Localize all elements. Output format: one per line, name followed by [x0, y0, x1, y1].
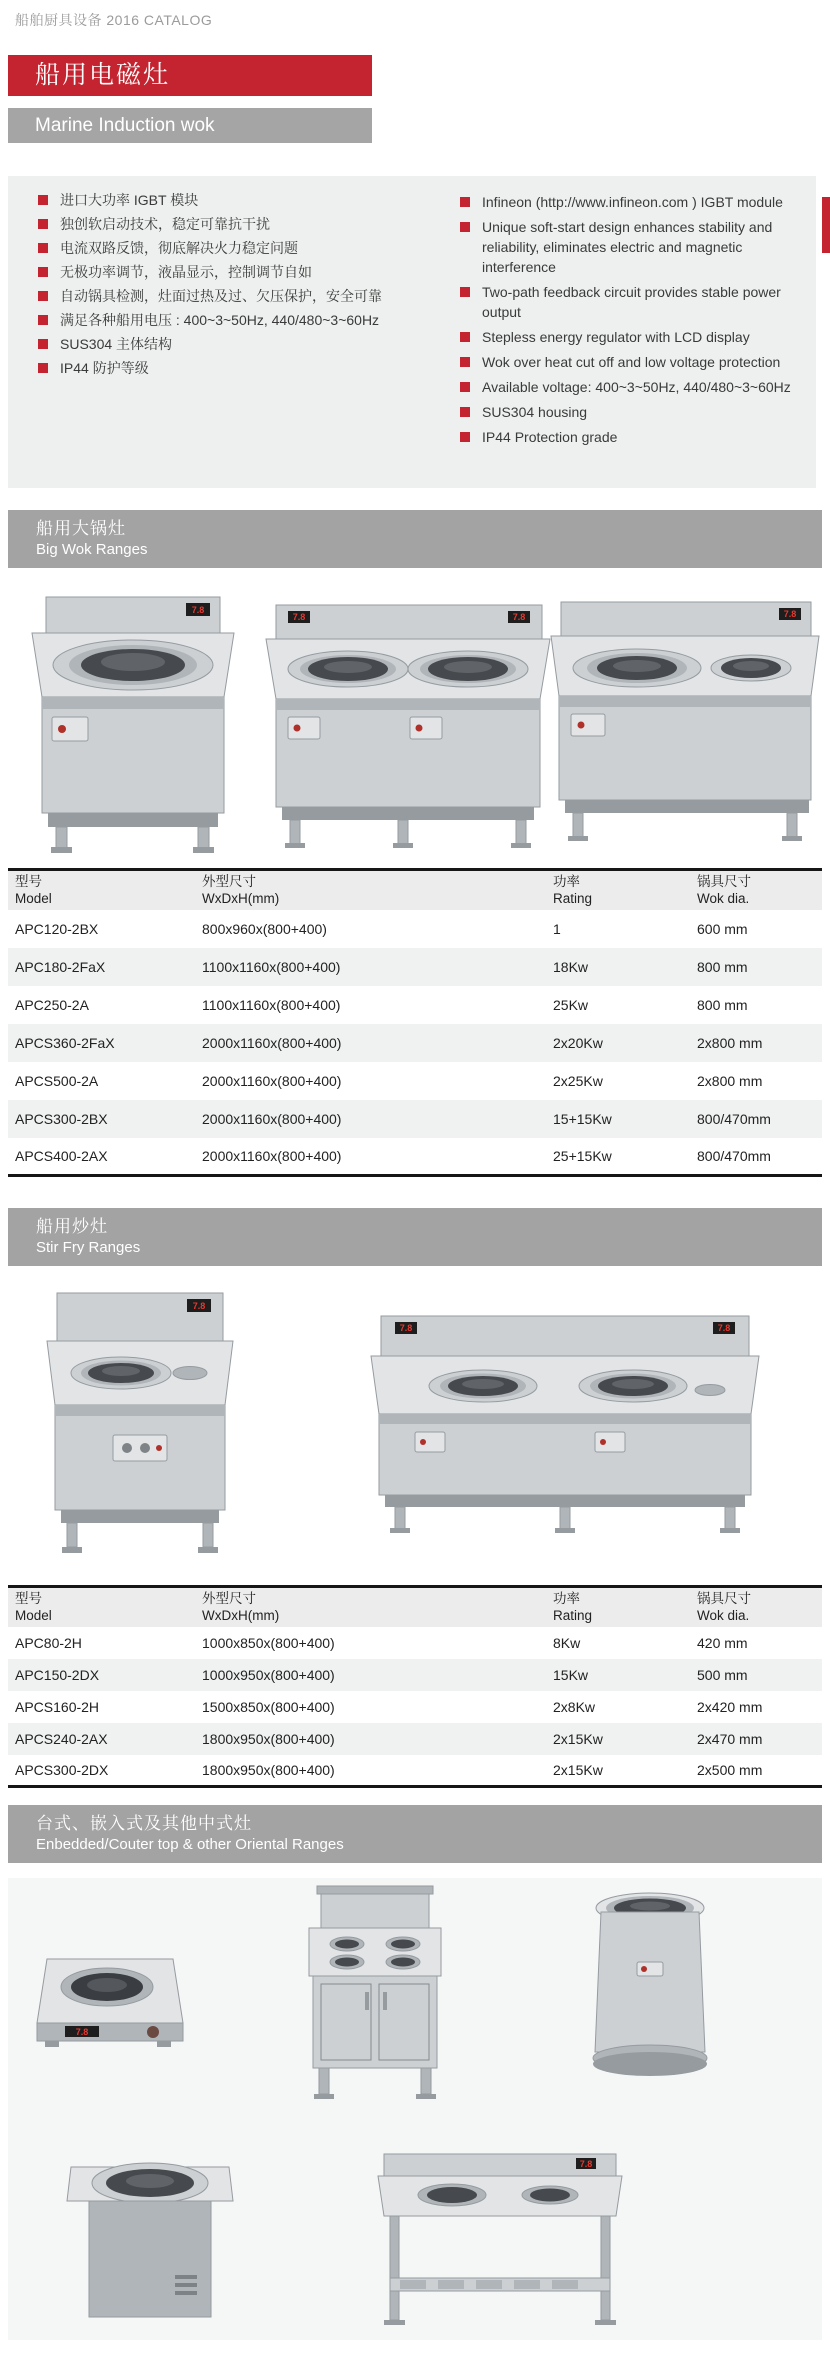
- cell: 2000x1160x(800+400): [202, 1034, 342, 1051]
- product-subtitle-text: Marine Induction wok: [35, 115, 215, 136]
- product-title-bar: [8, 55, 372, 96]
- feature-text: IP44 防护等级: [60, 360, 149, 376]
- feature-text: Available voltage: 400~3~50Hz, 440/480~3~60Hz: [482, 379, 791, 395]
- feature-text: Two-path feedback circuit provides stable power output: [482, 284, 781, 320]
- section-title-en: Big Wok Ranges: [36, 541, 148, 558]
- cell: 800/470mm: [697, 1147, 771, 1164]
- table-row: [8, 910, 822, 948]
- cell: 15+15Kw: [553, 1110, 612, 1127]
- cell: 1800x950x(800+400): [202, 1761, 335, 1778]
- feature-item: [38, 216, 448, 232]
- cell: 2x800 mm: [697, 1034, 763, 1051]
- features-list-zh: [38, 192, 448, 384]
- feature-item: [38, 264, 448, 280]
- feature-item: [38, 336, 448, 352]
- cell: APCS500-2A: [15, 1072, 99, 1089]
- cell: 2x15Kw: [553, 1761, 603, 1778]
- cell: 18Kw: [553, 958, 589, 975]
- cell: APCS240-2AX: [15, 1730, 108, 1747]
- cell: 1000x950x(800+400): [202, 1666, 335, 1683]
- table-row: [8, 1138, 822, 1176]
- cell: 2x15Kw: [553, 1730, 603, 1747]
- product-photo-four-hob-oriental-range: [295, 1882, 455, 2112]
- cell: APC180-2FaX: [15, 958, 106, 975]
- svg-text:7.8: 7.8: [292, 612, 306, 622]
- feature-item: [460, 327, 808, 347]
- cell: 600 mm: [697, 920, 748, 937]
- product-photo-bench-double-hob-range: [370, 2150, 630, 2340]
- section-title-zh: 台式、嵌入式及其他中式灶: [36, 1814, 252, 1833]
- feature-item: [460, 352, 808, 372]
- cell: 2000x1160x(800+400): [202, 1110, 342, 1127]
- feature-text: 电流双路反馈，彻底解决火力稳定问题: [60, 240, 298, 256]
- cell: 2000x1160x(800+400): [202, 1072, 342, 1089]
- feature-text: Stepless energy regulator with LCD display: [482, 329, 750, 345]
- feature-item: [38, 192, 448, 208]
- cell: 2x420 mm: [697, 1698, 763, 1715]
- product-photo-single-stir-fry-range: [35, 1285, 245, 1565]
- feature-text: SUS304 housing: [482, 404, 588, 420]
- cell: APC120-2BX: [15, 920, 99, 937]
- table-row: [8, 1659, 822, 1691]
- col-header-size: 外型尺寸 WxDxH(mm): [202, 874, 280, 907]
- cell: 1100x1160x(800+400): [202, 958, 341, 975]
- cell: 800/470mm: [697, 1110, 771, 1127]
- feature-item: [460, 402, 808, 422]
- cell: 2x8Kw: [553, 1698, 596, 1715]
- cell: 1100x1160x(800+400): [202, 996, 341, 1013]
- cell: 1800x950x(800+400): [202, 1730, 335, 1747]
- page-header-label: 船舶厨具设备 2016 CATALOG: [15, 12, 213, 28]
- col-header-wok-dia: 锅具尺寸 Wok dia.: [697, 874, 751, 907]
- cell: 800 mm: [697, 958, 748, 975]
- svg-text:7.8: 7.8: [192, 1301, 206, 1311]
- feature-item: [38, 312, 448, 328]
- table-row: [8, 1723, 822, 1755]
- feature-text: 满足各种船用电压 : 400~3~50Hz, 440/480~3~60Hz: [60, 312, 380, 328]
- feature-item: [460, 377, 808, 397]
- section-title-zh: 船用大锅灶: [36, 519, 126, 538]
- section-bar-stir-fry: [8, 1208, 822, 1266]
- svg-text:7.8: 7.8: [75, 2027, 89, 2037]
- feature-text: 自动锅具检测，灶面过热及过、欠压保护，安全可靠: [60, 288, 382, 304]
- cell: 2x800 mm: [697, 1072, 763, 1089]
- table-header-row: [8, 870, 822, 910]
- cell: 2000x1160x(800+400): [202, 1147, 342, 1164]
- feature-item: [460, 282, 808, 322]
- svg-text:7.8: 7.8: [191, 605, 205, 615]
- feature-text: IP44 Protection grade: [482, 429, 618, 445]
- table-row: [8, 986, 822, 1024]
- product-photo-countertop-induction-wok: [25, 1925, 195, 2065]
- feature-item: [460, 427, 808, 447]
- table-row: [8, 1024, 822, 1062]
- table-row: [8, 1062, 822, 1100]
- feature-text: 独创软启动技术，稳定可靠抗干扰: [60, 216, 270, 232]
- section-title-en: Stir Fry Ranges: [36, 1239, 141, 1256]
- table-header-row: [8, 1587, 822, 1627]
- feature-text: Unique soft-start design enhances stability and reliability, eliminates electric and magnetic interference: [482, 219, 773, 275]
- cell: 800x960x(800+400): [202, 920, 327, 937]
- table-row: [8, 1627, 822, 1659]
- cell: 8Kw: [553, 1634, 581, 1651]
- col-header-rating: 功率 Rating: [553, 874, 593, 907]
- section-bar-oriental: [8, 1805, 822, 1863]
- cell: 1000x850x(800+400): [202, 1634, 335, 1651]
- features-panel: [8, 176, 816, 488]
- svg-text:7.8: 7.8: [512, 612, 526, 622]
- svg-text:7.8: 7.8: [399, 1323, 413, 1333]
- table-row: [8, 1691, 822, 1723]
- cell: 2x20Kw: [553, 1034, 603, 1051]
- product-photo-wok-stool-range: [585, 1882, 715, 2112]
- feature-item: [38, 288, 448, 304]
- col-header-wok-dia: 锅具尺寸 Wok dia.: [697, 1591, 751, 1624]
- spec-table-stir-fry: [8, 1585, 822, 1788]
- product-title-text: 船用电磁灶: [35, 61, 171, 89]
- feature-item: [460, 192, 808, 212]
- cell: 25+15Kw: [553, 1147, 612, 1164]
- table-row: [8, 1755, 822, 1787]
- feature-text: 进口大功率 IGBT 模块: [60, 192, 199, 208]
- feature-text: Wok over heat cut off and low voltage protection: [482, 354, 781, 370]
- col-header-model: 型号 Model: [15, 874, 52, 907]
- col-header-model: 型号 Model: [15, 1591, 52, 1624]
- product-subtitle-bar: [8, 108, 372, 143]
- cell: APCS400-2AX: [15, 1147, 108, 1164]
- section-title-en: Enbedded/Couter top & other Oriental Ranges: [36, 1836, 344, 1853]
- section-title-zh: 船用炒灶: [36, 1217, 108, 1236]
- cell: APCS160-2H: [15, 1698, 100, 1715]
- table-row: [8, 1100, 822, 1138]
- col-header-size: 外型尺寸 WxDxH(mm): [202, 1591, 280, 1624]
- table-row: [8, 948, 822, 986]
- cell: 2x500 mm: [697, 1761, 763, 1778]
- cell: APC80-2H: [15, 1634, 82, 1651]
- cell: APCS360-2FaX: [15, 1034, 115, 1051]
- svg-text:7.8: 7.8: [717, 1323, 731, 1333]
- cell: APCS300-2BX: [15, 1110, 108, 1127]
- cell: 1500x850x(800+400): [202, 1698, 335, 1715]
- features-list-en: [460, 192, 808, 452]
- col-header-rating: 功率 Rating: [553, 1591, 593, 1624]
- cell: APCS300-2DX: [15, 1761, 109, 1778]
- feature-text: Infineon (http://www.infineon.com ) IGBT module: [482, 194, 783, 210]
- cell: 420 mm: [697, 1634, 748, 1651]
- cell: 25Kw: [553, 996, 589, 1013]
- cell: 500 mm: [697, 1666, 748, 1683]
- feature-item: [38, 240, 448, 256]
- svg-text:7.8: 7.8: [783, 609, 797, 619]
- feature-text: SUS304 主体结构: [60, 336, 173, 352]
- cell: APC150-2DX: [15, 1666, 100, 1683]
- cell: 15Kw: [553, 1666, 589, 1683]
- product-photo-single-big-wok-range: [18, 585, 248, 855]
- cell: 2x470 mm: [697, 1730, 763, 1747]
- product-photo-big-wok-range-with-side-hob: [545, 590, 825, 850]
- feature-text: 无极功率调节，液晶显示，控制调节自如: [60, 264, 312, 280]
- svg-text:7.8: 7.8: [579, 2159, 593, 2169]
- feature-item: [460, 217, 808, 277]
- cell: APC250-2A: [15, 996, 89, 1013]
- feature-item: [38, 360, 448, 376]
- cell: 1: [553, 920, 561, 937]
- product-photo-double-big-wok-range: [258, 595, 558, 855]
- cell: 2x25Kw: [553, 1072, 603, 1089]
- spec-table-big-wok: [8, 868, 822, 1177]
- product-photo-drop-in-wok-unit: [55, 2125, 245, 2335]
- page-edge-tab: [822, 197, 830, 253]
- product-photo-double-stir-fry-range: [365, 1310, 765, 1540]
- cell: 800 mm: [697, 996, 748, 1013]
- section-bar-big-wok: [8, 510, 822, 568]
